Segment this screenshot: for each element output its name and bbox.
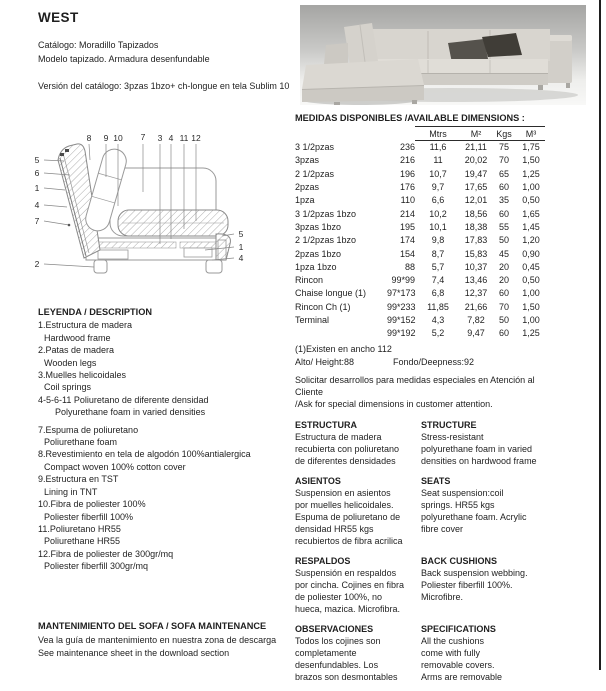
cell-m2: 9,47: [467, 328, 485, 339]
section-line: removable covers.: [421, 659, 495, 670]
cell-size: 99*233: [387, 301, 416, 312]
section-title: OBSERVACIONES: [295, 623, 374, 634]
section-line: polyurethane foam. Acrylic: [421, 511, 527, 522]
callout-number: 10: [113, 133, 123, 143]
cell-kgs: 60: [498, 288, 509, 299]
callout-number: 7: [140, 132, 146, 142]
sofa-photo: [300, 5, 586, 105]
section-line: recubierta con poliuretano: [295, 443, 400, 454]
cell-m3: 1,45: [522, 221, 540, 232]
legend-item: [38, 473, 294, 498]
cell-size: 174: [399, 235, 415, 246]
section-col-es: [295, 555, 421, 615]
cell-size: 88: [404, 261, 415, 272]
cell-label: 2pzas 1bzo: [295, 248, 342, 259]
cell-kgs: 75: [498, 142, 509, 153]
section-line: Estructura de madera: [295, 431, 382, 442]
table-row: [295, 221, 545, 234]
legend-item-en: Wooden legs: [44, 357, 97, 368]
section-line: Poliester fiberfill 100%.: [421, 579, 513, 590]
version-line: Versión del catálogo: 3pzas 1bzo+ ch-longue en tela Sublim 10: [38, 81, 290, 91]
cell-kgs: 70: [498, 155, 509, 166]
cell-kgs: 45: [498, 248, 509, 259]
legend-item-en: Polyurethane foam in varied densities: [55, 407, 206, 418]
section-col-en: [421, 555, 547, 615]
section-line: Seat suspension:coil: [421, 487, 504, 498]
catalog-line: Catálogo: Moradillo Tapizados: [38, 40, 159, 50]
cell-size: 99*99: [391, 275, 415, 286]
cell-m3: 0,45: [522, 261, 540, 272]
cell-m2: 21,66: [464, 301, 488, 312]
section-title: ESTRUCTURA: [295, 419, 357, 430]
cell-kgs: 50: [498, 235, 509, 246]
special-note-en: /Ask for special dimensions in customer attention.: [295, 398, 493, 409]
cell-kgs: 65: [498, 168, 509, 179]
col-mtrs: Mtrs: [415, 127, 461, 141]
cell-mtrs: 10,1: [429, 221, 447, 232]
sofa-cross-section-drawing: [20, 120, 268, 288]
legend-item: [38, 548, 294, 573]
cell-label: 3 1/2pzas 1bzo: [295, 208, 357, 219]
legend-item-es: 2.Patas de madera: [38, 345, 115, 356]
legend-item-en: Poliurethane HR55: [44, 536, 121, 547]
callout-number: 7: [34, 216, 40, 226]
legend-item-es: 10.Fibra de poliester 100%: [38, 499, 146, 510]
cell-label: 2pzas: [295, 182, 320, 193]
cell-m2: 13,46: [464, 275, 488, 286]
section-title: ASIENTOS: [295, 475, 341, 486]
table-row: [295, 141, 545, 155]
cell-mtrs: 10,2: [429, 208, 447, 219]
callout-number: 12: [191, 133, 201, 143]
cell-m2: 19,47: [464, 168, 488, 179]
table-row: [295, 327, 545, 340]
section-line: completamente: [295, 647, 357, 658]
cell-mtrs: 6,8: [431, 288, 445, 299]
cell-mtrs: 5,2: [431, 328, 445, 339]
cell-size: 216: [399, 155, 415, 166]
cell-label: 1pza: [295, 195, 315, 206]
cell-m3: 1,00: [522, 288, 540, 299]
section-title: RESPALDOS: [295, 555, 351, 566]
callout-number: 1: [238, 242, 244, 252]
table-row: [295, 287, 545, 300]
section-title: SEATS: [421, 475, 451, 486]
callout-number: 1: [34, 183, 40, 193]
cell-kgs: 55: [498, 221, 509, 232]
cell-size: 236: [399, 141, 415, 152]
maintenance-panel: [38, 620, 308, 659]
cell-m2: 18,56: [464, 208, 488, 219]
section-line: Microfibre.: [421, 591, 464, 602]
callout-number: 6: [34, 168, 40, 178]
cell-size: 214: [399, 208, 415, 219]
legend-item: [38, 344, 294, 369]
maintenance-line-es: Vea la guía de mantenimiento en nuestra zona de descarga: [38, 634, 277, 645]
cell-label: 3pzas: [295, 155, 320, 166]
section-line: por cincha. Cojines en fibra: [295, 579, 405, 590]
cell-kgs: 20: [498, 261, 509, 272]
cell-m2: 21,11: [465, 142, 487, 153]
legend-item: [38, 394, 294, 419]
table-row: [295, 234, 545, 247]
cell-m2: 12,01: [464, 195, 488, 206]
legend-item-en: Lining in TNT: [44, 486, 98, 497]
table-row: [295, 314, 545, 327]
section-line: densities on hardwood frame: [421, 455, 537, 466]
page-title: WEST: [38, 10, 79, 25]
cell-mtrs: 7,4: [431, 275, 445, 286]
cell-m3: 0,90: [522, 248, 540, 259]
legend-item: [38, 523, 294, 548]
cell-size: 196: [399, 168, 415, 179]
callout-number: 5: [238, 229, 244, 239]
cell-m2: 18,38: [464, 221, 488, 232]
callout-number: 8: [86, 133, 92, 143]
section-respaldos: [295, 555, 547, 615]
cell-mtrs: 11: [433, 155, 443, 166]
col-m3: M³: [517, 127, 545, 141]
section-line: desenfundables. Los: [295, 659, 379, 670]
section-line: polyurethane foam in varied: [421, 443, 533, 454]
legend-item-es: 8.Revestimiento en tela de algodón 100%antialergica: [38, 449, 251, 460]
cell-label: Chaise longue (1): [295, 288, 367, 299]
cell-mtrs: 10,7: [429, 168, 447, 179]
depth-value: Fondo/Deepness:92: [393, 357, 475, 368]
cell-m3: 1,50: [522, 155, 540, 166]
cell-mtrs: 6,6: [431, 195, 445, 206]
legend-item-en: Compact woven 100% cotton cover: [44, 461, 186, 472]
section-title: SPECIFICATIONS: [421, 623, 496, 634]
section-col-es: [295, 623, 421, 683]
callout-number: 9: [103, 133, 109, 143]
section-estructura: [295, 419, 547, 467]
height-depth-line: [295, 356, 547, 369]
col-blank: [387, 127, 415, 141]
col-m2: M²: [461, 127, 491, 141]
section-col-es: [295, 475, 421, 547]
legend-item: [38, 498, 294, 523]
cell-m2: 17,65: [464, 182, 488, 193]
col-kgs: Kgs: [491, 127, 517, 141]
callout-number: 3: [157, 133, 163, 143]
legend-item: [38, 424, 294, 449]
cell-m2: 7,82: [467, 315, 485, 325]
note-width112: (1)Existen en ancho 112: [295, 344, 392, 355]
section-title: STRUCTURE: [421, 419, 477, 430]
cell-m2: 12,37: [464, 288, 488, 299]
legend-item-es: 9.Estructura en TST: [38, 474, 119, 485]
section-line: Todos los cojines son: [295, 635, 381, 646]
table-notes: [295, 343, 547, 410]
model-line: Modelo tapizado. Armadura desenfundable: [38, 54, 210, 64]
section-line: come with fully: [421, 647, 481, 658]
legend-item-en: Poliester fiberfill 100%: [44, 511, 134, 522]
cell-size: 110: [400, 195, 415, 206]
cell-mtrs: 4,3: [431, 315, 445, 325]
table-header-row: [295, 127, 545, 141]
table-row: [295, 154, 545, 167]
page-edge-line: [599, 0, 601, 670]
section-line: hueca, mazica. Microfibra.: [295, 603, 401, 614]
callout-number: 4: [34, 200, 40, 210]
cell-kgs: 50: [498, 315, 509, 325]
dimensions-panel: [295, 113, 547, 691]
dimensions-table: [295, 126, 545, 340]
legend-item-es: 1.Estructura de madera: [38, 320, 133, 331]
section-title: BACK CUSHIONS: [421, 555, 498, 566]
callout-number: 11: [179, 133, 189, 143]
callout-number: 2: [34, 259, 40, 269]
section-line: por muelles helicoidales.: [295, 499, 394, 510]
callout-number: 5: [34, 155, 40, 165]
table-row: [295, 181, 545, 194]
col-blank: [295, 127, 387, 141]
cell-label: Rincon Ch (1): [295, 301, 351, 312]
cell-size: 154: [399, 248, 415, 259]
cell-kgs: 60: [498, 182, 509, 193]
callout-number: 4: [168, 133, 174, 143]
legend-item: [38, 319, 294, 344]
section-col-es: [295, 419, 421, 467]
legend-item-es: 12.Fibra de poliester de 300gr/mq: [38, 548, 174, 559]
cell-label: 2 1/2pzas: [295, 168, 335, 179]
spec-sections: [295, 419, 547, 683]
cell-kgs: 70: [498, 301, 509, 312]
section-line: Suspension en asientos: [295, 487, 391, 498]
cell-kgs: 60: [498, 328, 509, 339]
cell-m3: 0,50: [522, 275, 540, 286]
legend-item-es: 3.Muelles helicoidales: [38, 370, 127, 381]
special-note-es: Solicitar desarrollos para medidas especiales en Atención al Cliente: [295, 374, 535, 397]
legend-item-es: 11.Poliuretano HR55: [38, 523, 121, 534]
cell-size: 99*152: [387, 315, 416, 325]
section-line: Stress-resistant: [421, 431, 484, 442]
section-line: Back suspension webbing.: [421, 567, 528, 578]
cell-size: 176: [399, 182, 415, 193]
section-observaciones: [295, 623, 547, 683]
height-value: Alto/ Height:88: [295, 357, 355, 368]
cell-mtrs: 5,7: [431, 261, 445, 272]
table-row: [295, 261, 545, 274]
dimensions-title: MEDIDAS DISPONIBLES /AVAILABLE DIMENSIONS :: [295, 113, 525, 123]
cell-mtrs: 9,8: [431, 235, 445, 246]
section-line: All the cushions: [421, 635, 485, 646]
legend-item-en: Hardwood frame: [44, 332, 111, 343]
legend-item-en: Poliester fiberfill 300gr/mq: [44, 561, 149, 572]
cell-mtrs: 11,85: [427, 301, 449, 312]
section-col-en: [421, 419, 547, 467]
cell-m2: 17,83: [464, 235, 488, 246]
cell-mtrs: 8,7: [431, 248, 445, 259]
section-col-en: [421, 623, 547, 683]
cell-label: Terminal: [295, 315, 330, 325]
cell-m3: 1,75: [522, 142, 540, 153]
cell-m3: 0,50: [522, 195, 540, 206]
legend-item-es: 4-5-6-11 Poliuretano de diferente densidad: [38, 394, 209, 405]
table-row: [295, 247, 545, 260]
cell-m2: 20,02: [464, 155, 488, 166]
cell-label: 1pza 1bzo: [295, 261, 337, 272]
section-line: de poliester 100%, no: [295, 591, 383, 602]
cell-size: 97*173: [387, 288, 416, 299]
cell-mtrs: 9,7: [431, 182, 445, 193]
table-row: [295, 301, 545, 314]
legend-panel: [38, 306, 294, 573]
section-line: springs. HR55 kgs: [421, 499, 495, 510]
section-line: densidad HR55 kgs: [295, 523, 374, 534]
cell-m2: 10,37: [464, 261, 488, 272]
cell-kgs: 60: [498, 208, 509, 219]
cell-mtrs: 11,6: [429, 142, 447, 153]
section-asientos: [295, 475, 547, 547]
legend-item: [38, 448, 294, 473]
table-row: [295, 274, 545, 287]
cell-m3: 1,20: [522, 235, 540, 246]
callout-number: 4: [238, 253, 244, 263]
table-row: [295, 168, 545, 181]
section-line: fibre cover: [421, 523, 464, 534]
table-row: [295, 194, 545, 207]
cell-m3: 1,65: [522, 208, 540, 219]
cell-m3: 1,00: [522, 315, 540, 325]
cell-kgs: 35: [498, 195, 509, 206]
cell-label: 3pzas 1bzo: [295, 221, 342, 232]
cell-label: [295, 327, 387, 340]
cell-size: 195: [399, 221, 415, 232]
section-line: de diferentes densidades: [295, 455, 396, 466]
legend-item-en: Poliurethane foam: [44, 437, 118, 448]
cell-label: 3 1/2pzas: [295, 141, 335, 152]
section-line: recubiertos de fibra acrilica: [295, 535, 403, 546]
cell-kgs: 20: [498, 275, 509, 286]
table-row: [295, 207, 545, 220]
section-line: Suspensión en respaldos: [295, 567, 397, 578]
cell-label: Rincon: [295, 275, 324, 286]
section-col-en: [421, 475, 547, 547]
cell-m3: 1,25: [522, 328, 540, 339]
cell-label: 2 1/2pzas 1bzo: [295, 235, 357, 246]
section-line: Arms are removable: [421, 671, 503, 682]
legend-item-es: 7.Espuma de poliuretano: [38, 424, 139, 435]
cell-m3: 1,50: [522, 301, 540, 312]
section-line: Espuma de poliuretano de: [295, 511, 401, 522]
legend-item: [38, 369, 294, 394]
cell-m2: 15,83: [464, 248, 488, 259]
maintenance-line-en: See maintenance sheet in the download section: [38, 647, 230, 658]
special-dimensions-note: [295, 374, 545, 410]
legend-item-en: Coil springs: [44, 382, 92, 393]
cell-size: 99*192: [387, 328, 416, 339]
cell-m3: 1,00: [522, 182, 540, 193]
maintenance-title: MANTENIMIENTO DEL SOFA / SOFA MAINTENANCE: [38, 621, 267, 631]
section-line: brazos son desmontables: [295, 671, 398, 682]
cell-m3: 1,25: [522, 168, 540, 179]
legend-title: LEYENDA / DESCRIPTION: [38, 307, 153, 317]
